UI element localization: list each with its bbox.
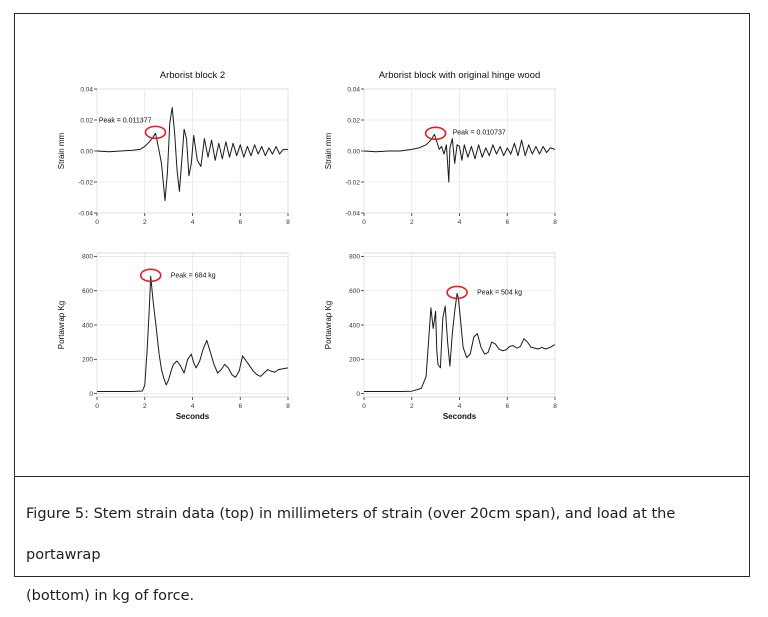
chart-strain-block2	[57, 70, 290, 226]
y-tick-label: 0.00	[80, 148, 93, 156]
y-tick-label: 800	[82, 253, 93, 261]
y-tick-label: 0.00	[347, 148, 360, 156]
x-tick-label: 4	[457, 403, 462, 410]
peak-annotation: Peak = 0.010737	[452, 129, 506, 137]
y-axis-label: Portawrap Kg	[57, 300, 66, 350]
y-tick-label: 0	[356, 390, 360, 398]
y-tick-label: 600	[82, 288, 93, 296]
y-tick-label: -0.02	[78, 179, 93, 187]
x-tick-label: 4	[190, 219, 195, 226]
y-tick-label: 200	[349, 356, 360, 364]
x-tick-label: 2	[409, 219, 414, 226]
caption-divider	[14, 476, 750, 477]
y-tick-label: 400	[349, 322, 360, 330]
peak-annotation: Peak = 504 kg	[477, 289, 523, 297]
x-tick-label: 8	[553, 403, 557, 410]
chart-load-block2	[57, 253, 290, 421]
y-axis-label: Strain mm	[324, 132, 333, 170]
x-axis-label: Seconds	[442, 412, 477, 421]
x-tick-label: 6	[238, 219, 243, 226]
x-tick-label: 8	[553, 219, 557, 226]
y-tick-label: 0.04	[347, 86, 360, 94]
chart-load-hinge	[324, 253, 557, 421]
chart-strain-hinge	[324, 70, 557, 226]
x-tick-label: 0	[362, 219, 366, 226]
x-tick-label: 6	[505, 403, 510, 410]
x-tick-label: 6	[238, 403, 243, 410]
y-tick-label: -0.04	[345, 210, 360, 218]
x-tick-label: 4	[457, 219, 462, 226]
peak-annotation: Peak = 684 kg	[170, 272, 216, 280]
chart-title: Arborist block with original hinge wood	[378, 70, 541, 81]
x-tick-label: 0	[95, 403, 99, 410]
y-axis-label: Strain mm	[57, 132, 66, 170]
x-axis-label: Seconds	[175, 412, 210, 421]
x-tick-label: 2	[409, 403, 414, 410]
y-tick-label: -0.04	[78, 210, 93, 218]
y-axis-label: Portawrap Kg	[324, 300, 333, 350]
y-tick-label: 0.02	[80, 117, 93, 125]
x-tick-label: 2	[142, 219, 147, 226]
y-tick-label: 600	[349, 288, 360, 296]
y-tick-label: 0.02	[347, 117, 360, 125]
y-tick-label: -0.02	[345, 179, 360, 187]
chart-title: Arborist block 2	[159, 70, 226, 81]
x-tick-label: 0	[95, 219, 99, 226]
x-tick-label: 0	[362, 403, 366, 410]
x-tick-label: 4	[190, 403, 195, 410]
peak-annotation: Peak = 0.011377	[98, 117, 152, 125]
x-tick-label: 8	[286, 219, 290, 226]
y-tick-label: 0	[89, 390, 93, 398]
caption-line-1: Figure 5: Stem strain data (top) in millimeters of strain (over 20cm span), and load at the portawrap	[26, 506, 676, 563]
y-tick-label: 800	[349, 253, 360, 261]
figure-caption	[26, 494, 738, 617]
caption-line-2: (bottom) in kg of force.	[26, 588, 195, 604]
x-tick-label: 6	[505, 219, 510, 226]
y-tick-label: 400	[82, 322, 93, 330]
x-tick-label: 8	[286, 403, 290, 410]
y-tick-label: 0.04	[80, 86, 93, 94]
x-tick-label: 2	[142, 403, 147, 410]
y-tick-label: 200	[82, 356, 93, 364]
